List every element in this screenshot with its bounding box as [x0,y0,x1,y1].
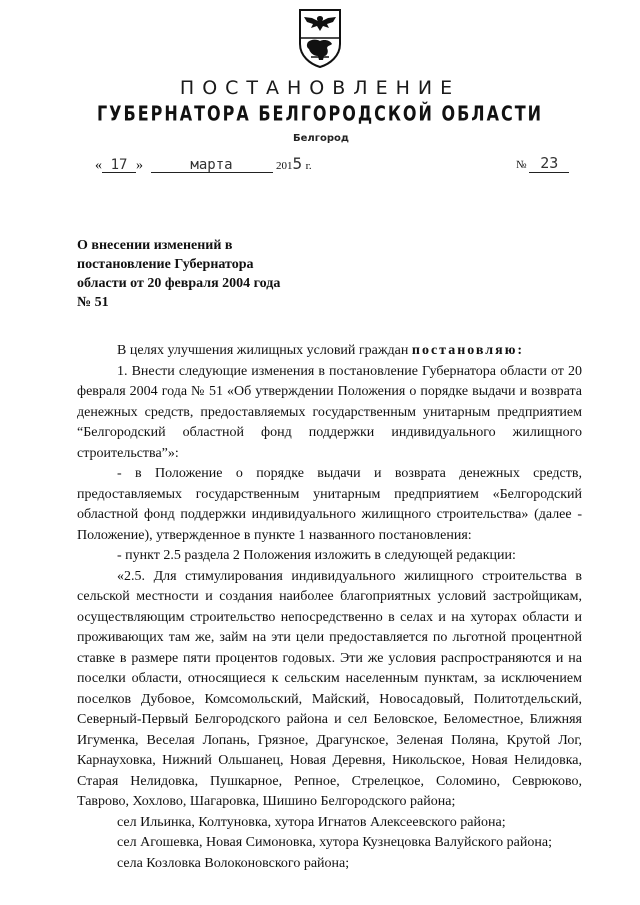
date-close-quote: » [136,158,143,173]
document-date [95,154,312,174]
document-city: Белгород [293,133,349,144]
coat-of-arms-icon [297,8,343,68]
document-issuer: ГУБЕРНАТОРА БЕЛГОРОДСКОЙ ОБЛАСТИ [96,101,544,126]
date-day: 17 [102,158,136,173]
date-open-quote: « [95,158,102,173]
body-paragraph-7: села Козловка Волоконовского района; [117,855,350,871]
document-number [516,154,569,173]
date-year-prefix: 201 [276,160,293,172]
intro-text: В целях улучшения жилищных условий граждан [117,343,409,358]
body-paragraph-2: - в Положение о порядке выдачи и возврата денежных средств, предоставляемых государственным унитарным предприятием «Белгородский областной фонд поддержки индивидуального жилищного строительства» (далее - Положение), утвержденное в пункте 1 названного постановления: [77,466,582,543]
decree-word: постановляю: [411,343,525,358]
number-label: № [516,159,527,171]
date-year-suffix: 5 [292,154,303,173]
date-month: марта [151,158,273,173]
body-paragraph-5: сел Ильинка, Колтуновка, хутора Игнатов Алексеевского района; [117,814,506,830]
date-year-unit: г. [305,160,312,172]
document-subject: О внесении изменений в постановление Губернатора области от 20 февраля 2004 года № 51 [77,238,281,310]
document-body [77,341,582,874]
number-value: 23 [529,154,569,173]
body-intro [77,341,582,362]
body-paragraph-3: - пункт 2.5 раздела 2 Положения изложить в следующей редакции: [117,548,516,563]
body-paragraph-4: «2.5. Для стимулирования индивидуального жилищного строительства в сельской местности и создания наиболее благоприятных условий застройщикам, осуществляющим строительство непосредственно в селах и на хуторах области и проживающих там же, займ на эти цели предоставляется по льготной процентной ставке в размере пяти процентов годовых. Эти же условия распространяются и на поселки области, относящиеся к сельским населенным пунктам, за исключением поселков Дубовое, Комсомольский, Майский, Новосадовый, Политотдельский, Северный-Первый Белгородского района и сел Беловское, Беломестное, Ближняя Игуменка, Веселая Лопань, Грязное, Драгунское, Зеленая Поляна, Крутой Лог, Карнауховка, Нижний Ольшанец, Новая Деревня, Никольское, Новая Нелидовка, Старая Нелидовка, Пушкарное, Репное, Стрелецкое, Соломино, Севрюково, Таврово, Хохлово, Шагаровка, Шишино Белгородского района; [77,568,582,809]
document-title: ПОСТАНОВЛЕНИЕ [179,77,461,99]
body-paragraph-6: сел Агошевка, Новая Симоновка, хутора Кузнецовка Валуйского района; [117,835,552,850]
body-paragraph-1: 1. Внести следующие изменения в постановление Губернатора области от 20 февраля 2004 года № 51 «Об утверждении Положения о порядке выдачи и возврата денежных средств, предоставляемых государственным унитарным предприятием “Белгородский областной фонд поддержки индивидуального жилищного строительства”»: [77,363,582,461]
